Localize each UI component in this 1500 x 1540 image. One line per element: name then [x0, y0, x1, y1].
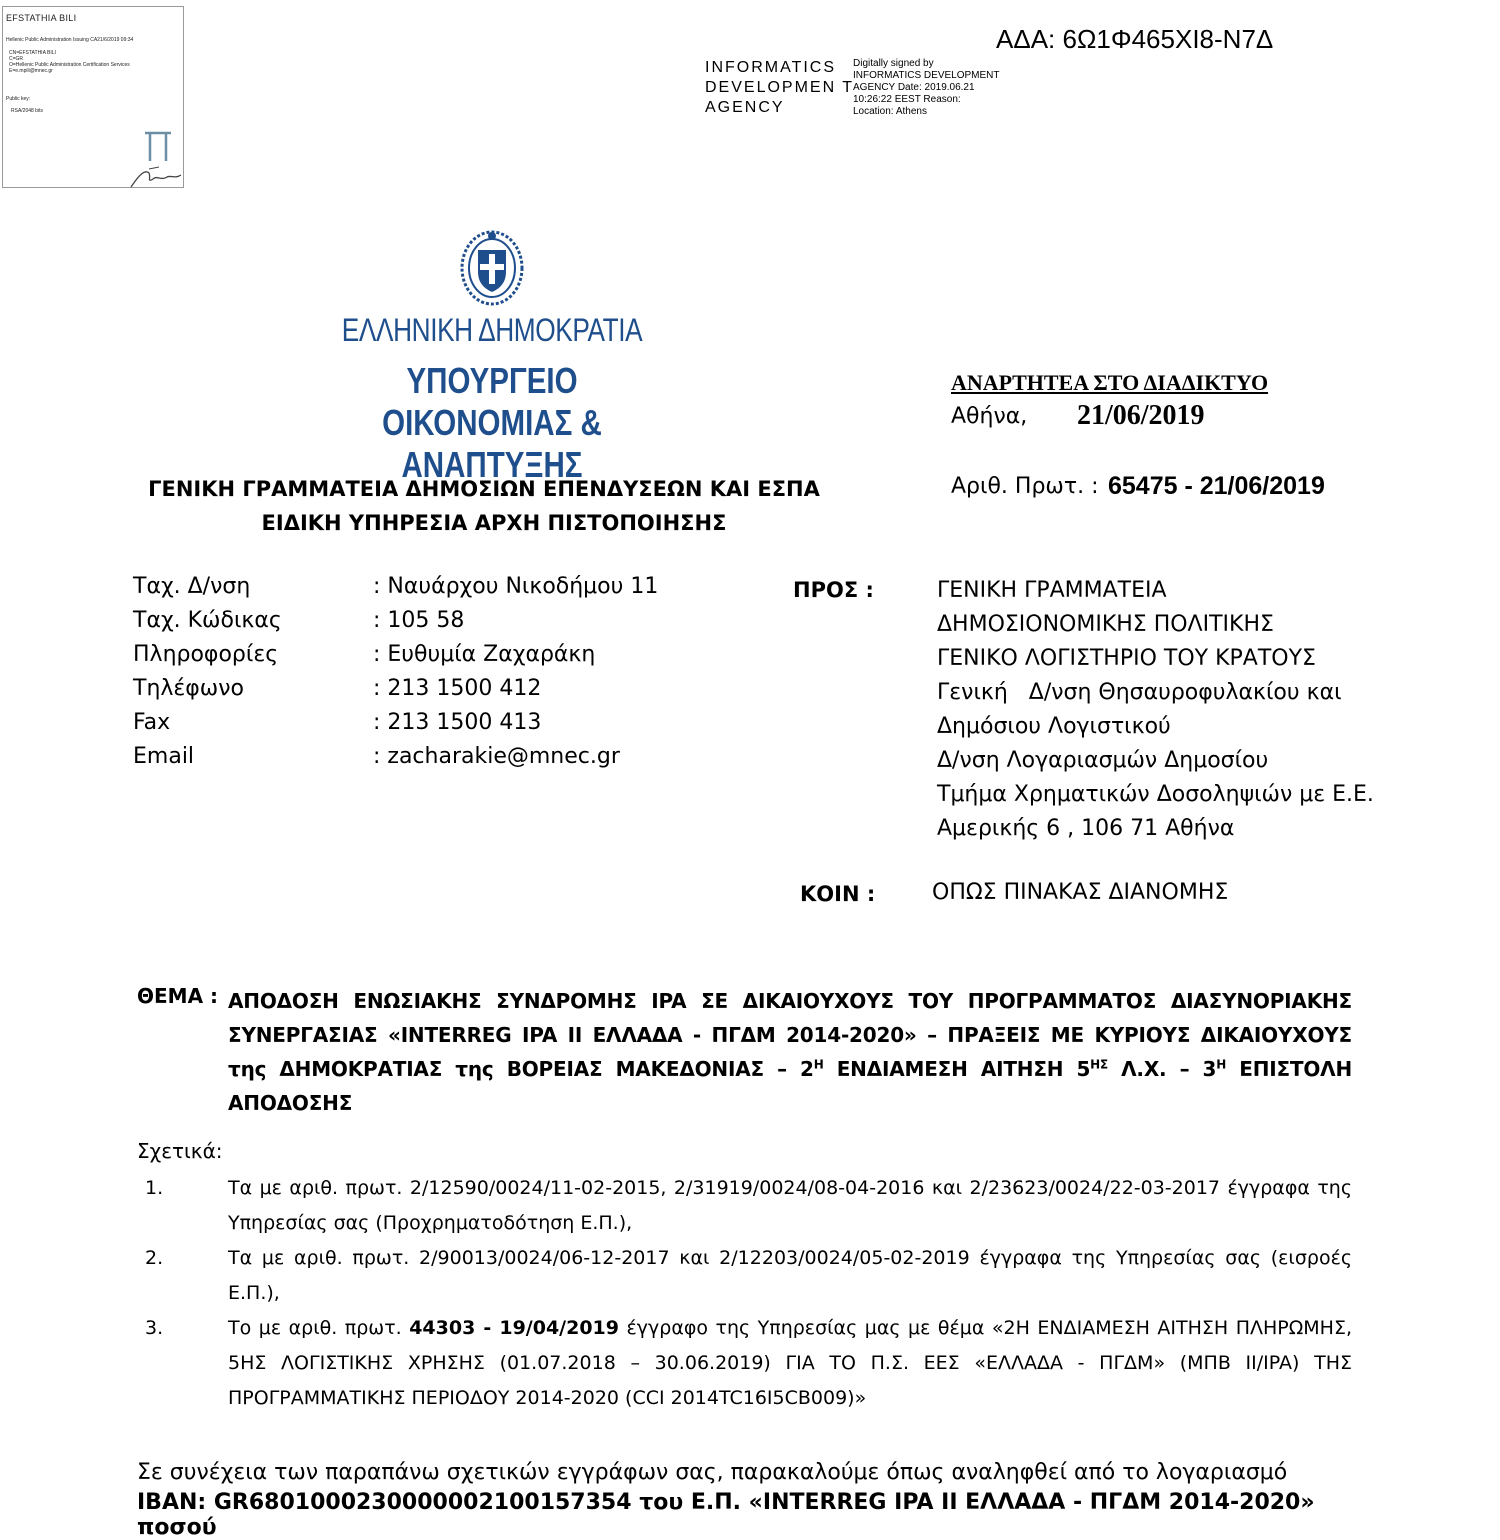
- contact-value: : Ευθυμία Ζαχαράκη: [373, 642, 596, 667]
- logo-ministry-line1: ΥΠΟΥΡΓΕΙΟ: [406, 360, 578, 401]
- references-label: Σχετικά:: [137, 1139, 223, 1163]
- posting-label: ΑΝΑΡΤΗΤΕΑ ΣΤΟ ΔΙΑΔΙΚΤΥΟ: [951, 370, 1269, 395]
- protocol-number: 65475 - 21/06/2019: [1108, 472, 1325, 500]
- subject-part: ΕΝΔΙΑΜΕΣΗ ΑΙΤΗΣΗ 5: [823, 1057, 1091, 1081]
- org-heading-line1: ΓΕΝΙΚΗ ΓΡΑΜΜΑΤΕΙΑ ΔΗΜΟΣΙΩΝ ΕΠΕΝΔΥΣΕΩΝ ΚΑΙ ΕΣΠΑ: [148, 477, 820, 501]
- logo-ministry-line2: ΟΙΚΟΝΟΜΙΑΣ & ΑΝΑΠΤΥΞΗΣ: [382, 402, 602, 485]
- recipient-label: ΠΡΟΣ :: [793, 578, 874, 602]
- contact-value: : 105 58: [373, 608, 465, 633]
- contact-key: Ταχ. Κώδικας: [133, 608, 282, 633]
- logo-ministry-text: [318, 360, 666, 486]
- protocol-label: Αριθ. Πρωτ. :: [951, 474, 1099, 499]
- contact-key: Ταχ. Δ/νση: [133, 574, 251, 599]
- subject-part: Λ.Χ. – 3: [1108, 1057, 1217, 1081]
- reference-number: 3.: [145, 1317, 164, 1339]
- subject-text: [228, 984, 1352, 1120]
- cc-value: ΟΠΩΣ ΠΙΝΑΚΑΣ ΔΙΑΝΟΜΗΣ: [932, 880, 1229, 905]
- recipient-line: Αμερικής 6 , 106 71 Αθήνα: [937, 816, 1235, 841]
- reference-protocol-bold: 44303 - 19/04/2019: [409, 1317, 619, 1339]
- subject-part: ΕΠΙΣΤΟΛΗ ΑΠΟΔΟΣΗΣ: [228, 1057, 1352, 1115]
- recipient-line: ΓΕΝΙΚΗ ΓΡΑΜΜΑΤΕΙΑ: [937, 578, 1167, 603]
- greek-emblem-icon: [458, 228, 526, 310]
- stamp-rsa: RSA/2048 bits: [11, 108, 43, 114]
- city-label: Αθήνα,: [951, 404, 1028, 429]
- contact-value: : Ναυάρχου Νικοδήμου 11: [373, 574, 659, 599]
- subject-superscript: Η: [813, 1057, 824, 1072]
- subject-superscript: ΗΣ: [1090, 1057, 1109, 1072]
- cc-label: ΚΟΙΝ :: [800, 882, 876, 906]
- recipient-line: Δημόσιου Λογιστικού: [937, 714, 1171, 739]
- reference-text: Τα με αριθ. πρωτ. 2/90013/0024/06-12-2017 και 2/12203/0024/05-02-2019 έγγραφα της Υπηρεσίας σας (εισροές Ε.Π.),: [228, 1247, 1352, 1304]
- contact-key: Email: [133, 744, 195, 769]
- body-paragraph: Σε συνέχεια των παραπάνω σχετικών εγγράφων σας, παρακαλούμε όπως αναληφθεί από το λογαριασμό: [137, 1460, 1288, 1485]
- org-heading-line2: ΕΙΔΙΚΗ ΥΠΗΡΕΣΙΑ ΑΡΧΗ ΠΙΣΤΟΠΟΙΗΣΗΣ: [261, 511, 727, 535]
- recipient-line: Γενική Δ/νση Θησαυροφυλακίου και: [937, 680, 1342, 705]
- subject-superscript: Η: [1216, 1057, 1227, 1072]
- document-date: 21/06/2019: [1077, 400, 1205, 431]
- stamp-public-key-label: Public key:: [6, 96, 31, 102]
- reference-text: Τα με αριθ. πρωτ. 2/12590/0024/11-02-2015, 2/31919/0024/08-04-2016 και 2/23623/0024/22-03-2017 έγγραφα της Υπηρεσίας σας (Προχρηματοδότηση Ε.Π.),: [228, 1177, 1352, 1234]
- contact-key: Τηλέφωνο: [133, 676, 244, 701]
- subject-label: ΘΕΜΑ :: [137, 984, 219, 1008]
- body-cut-line: IBAN: GR6801000230000002100157354 του Ε.Π. «INTERREG IPA II ΕΛΛΑΔΑ - ΠΓΔΜ 2014-2020» ποσού: [137, 1490, 1315, 1540]
- signature-details: Digitally signed by INFORMATICS DEVELOPMENT AGENCY Date: 2019.06.21 10:26:22 EEST Reason: Location: Athens: [853, 58, 1000, 117]
- signature-agency-name: INFORMATICS DEVELOPMEN T AGENCY: [705, 59, 854, 116]
- recipient-line: ΓΕΝΙΚΟ ΛΟΓΙΣΤΗΡΙΟ ΤΟΥ ΚΡΑΤΟΥΣ: [937, 646, 1316, 671]
- recipient-line: Δ/νση Λογαριασμών Δημοσίου: [937, 748, 1269, 773]
- certificate-stamp: [2, 6, 184, 188]
- contact-email[interactable]: : zacharakie@mnec.gr: [373, 744, 620, 769]
- reference-text-part: έγγραφο της Υπηρεσίας μας με θέμα «2Η ΕΝΔΙΑΜΕΣΗ ΑΙΤΗΣΗ ΠΛΗΡΩΜΗΣ, 5ΗΣ ΛΟΓΙΣΤΙΚΗΣ ΧΡΗΣΗΣ (01.07.2018 – 30.06.2019) ΓΙΑ ΤΟ Π.Σ. ΕΕΣ «ΕΛΛΑΔΑ - ΠΓΔΜ» (ΜΠΒ II/IPA) ΤΗΣ ΠΡΟΓΡΑΜΜΑΤΙΚΗΣ ΠΕΡΙΟΔΟΥ 2014-2020 (CCI 2014TC16I5CB009)»: [228, 1317, 1352, 1409]
- stamp-distinguished-name: CN=EFSTATHIA BILI C=GR O=Hellenic Public Administration Certification Services E=e.mpili@mnec.gr: [9, 50, 130, 74]
- signature-scribble-icon: [123, 125, 185, 189]
- recipient-line: Τμήμα Χρηματικών Δοσοληψιών με Ε.Ε.: [937, 782, 1374, 807]
- recipient-block: [937, 574, 1457, 846]
- reference-text: [228, 1311, 1352, 1416]
- contact-value: : 213 1500 413: [373, 710, 542, 735]
- ada-code: ΑΔΑ: 6Ω1Φ465ΧΙ8-Ν7Δ: [996, 24, 1274, 54]
- subject-part: ΑΠΟΔΟΣΗ ΕΝΩΣΙΑΚΗΣ ΣΥΝΔΡΟΜΗΣ IPA ΣΕ ΔΙΚΑΙΟΥΧΟΥΣ ΤΟΥ ΠΡΟΓΡΑΜΜΑΤΟΣ ΔΙΑΣΥΝΟΡΙΑΚΗΣ ΣΥΝΕΡΓΑΣΙΑΣ «INTERREG IPA II ΕΛΛΑΔΑ - ΠΓΔΜ 2014-2020» – ΠΡΑΞΕΙΣ ΜΕ ΚΥΡΙΟΥΣ ΔΙΚΑΙΟΥΧΟΥΣ της ΔΗΜΟΚΡΑΤΙΑΣ της ΒΟΡΕΙΑΣ ΜΑΚΕΔΟΝΙΑΣ – 2: [228, 989, 1352, 1081]
- contact-value: : 213 1500 412: [373, 676, 542, 701]
- contact-key: Fax: [133, 710, 171, 735]
- stamp-signer-name: EFSTATHIA BILI: [6, 13, 77, 23]
- reference-number: 1.: [145, 1177, 164, 1199]
- contact-key: Πληροφορίες: [133, 642, 279, 667]
- stamp-issuer: Hellenic Public Administration Issuing CA21/6/2019 09:34: [6, 37, 134, 43]
- reference-text-part: Το με αριθ. πρωτ.: [228, 1317, 410, 1339]
- reference-number: 2.: [145, 1247, 164, 1269]
- logo-republic-text: ΕΛΛΗΝΙΚΗ ΔΗΜΟΚΡΑΤΙΑ: [341, 312, 643, 348]
- recipient-line: ΔΗΜΟΣΙΟΝΟΜΙΚΗΣ ΠΟΛΙΤΙΚΗΣ: [937, 612, 1274, 637]
